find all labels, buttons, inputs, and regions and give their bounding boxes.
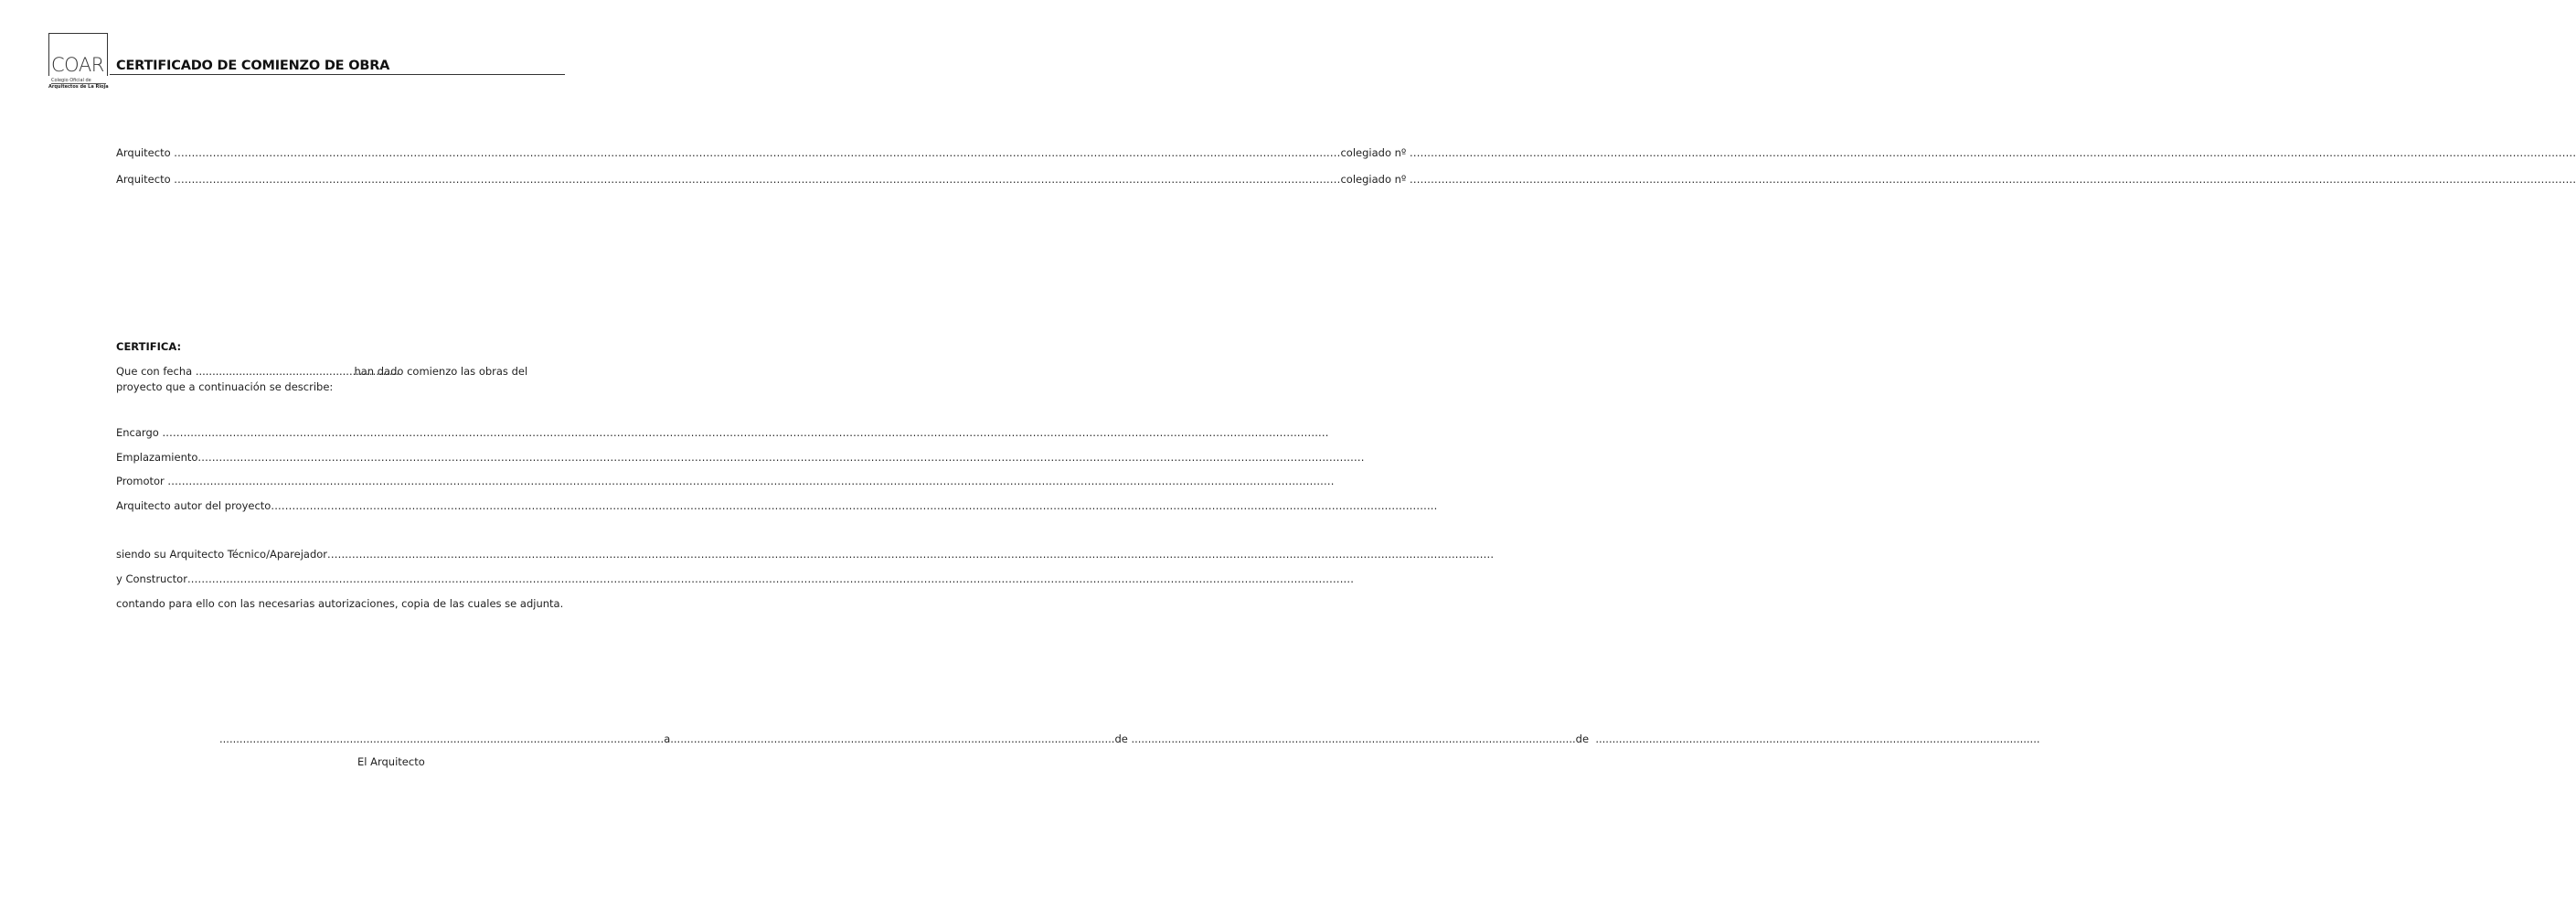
field-label: Encargo — [116, 426, 159, 439]
closing-statement: contando para ello con las necesarias autorizaciones, copia de las cuales se adjunta. — [116, 597, 564, 610]
field-blank[interactable] — [327, 548, 1494, 561]
architect-name-blank[interactable] — [174, 173, 1340, 186]
architect-label: Arquitecto — [116, 146, 171, 159]
registration-number-blank[interactable] — [1410, 173, 1466, 186]
field-blank[interactable] — [167, 475, 1334, 487]
month-blank[interactable] — [1131, 733, 1575, 745]
registration-number-blank[interactable] — [1410, 146, 1466, 159]
field-label: Promotor — [116, 475, 165, 487]
field-promotor[interactable] — [116, 475, 564, 487]
field-blank[interactable] — [187, 572, 1354, 585]
date-line[interactable] — [219, 733, 1590, 745]
registration-label: colegiado nº — [1340, 146, 1407, 159]
field-arquitecto-autor[interactable] — [116, 499, 564, 512]
field-label: Arquitecto autor del proyecto — [116, 499, 271, 512]
architect-line-2[interactable] — [116, 173, 1407, 186]
date-word-a: a — [664, 733, 671, 745]
architect-name-blank[interactable] — [174, 146, 1340, 159]
logo-subtitle-2: Arquitectos de La Rioja — [48, 84, 109, 90]
field-blank[interactable] — [197, 451, 1364, 464]
intro-prefix: Que con fecha — [116, 365, 193, 378]
field-arquitecto-tecnico[interactable] — [116, 548, 564, 561]
field-encargo[interactable] — [116, 426, 564, 439]
architect-label: Arquitecto — [116, 173, 171, 186]
year-blank[interactable] — [1595, 733, 2039, 745]
field-blank[interactable] — [162, 426, 1328, 439]
date-word-de-2: de — [1575, 733, 1590, 745]
intro-suffix: han dado comienzo las obras del proyecto que a continuación se describe: — [116, 365, 528, 393]
document-title: CERTIFICADO DE COMIENZO DE OBRA — [116, 59, 390, 73]
registration-label: colegiado nº — [1340, 173, 1407, 186]
header-rule — [110, 74, 565, 75]
field-label: siendo su Arquitecto Técnico/Aparejador — [116, 548, 328, 561]
architect-line-1[interactable] — [116, 146, 1407, 159]
field-blank[interactable] — [271, 499, 1437, 512]
day-blank[interactable] — [670, 733, 1114, 745]
field-label: y Constructor — [116, 572, 187, 585]
signer-label: El Arquitecto — [357, 755, 425, 768]
logo-wordmark: COAR — [51, 54, 104, 76]
certify-intro — [116, 364, 566, 395]
date-word-de-1: de — [1114, 733, 1128, 745]
certifica-heading: CERTIFICA: — [116, 340, 182, 353]
start-date-blank[interactable]: ............................................................. — [195, 365, 399, 378]
field-label: Emplazamiento — [116, 451, 198, 464]
place-blank[interactable] — [219, 733, 664, 745]
field-constructor[interactable] — [116, 572, 564, 585]
logo-subtitle-1: Colegio Oficial de — [51, 78, 91, 83]
field-emplazamiento[interactable] — [116, 451, 564, 464]
